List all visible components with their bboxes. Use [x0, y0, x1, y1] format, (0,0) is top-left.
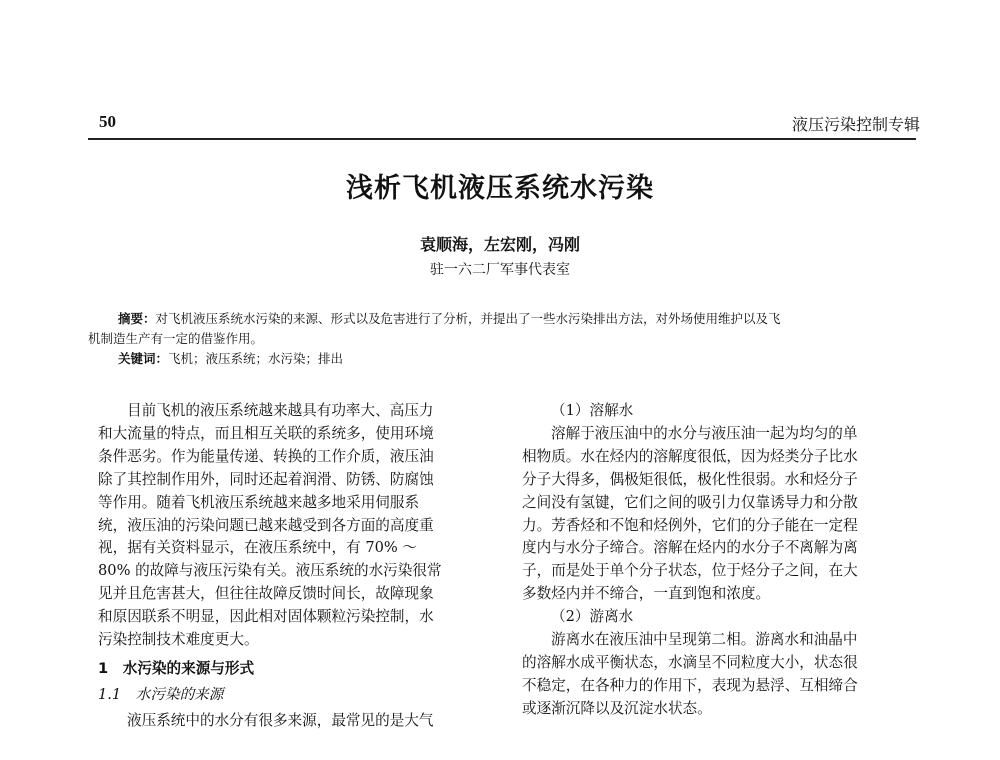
body-line: 游离水在液压油中呈现第二相。游离水和油晶中: [551, 631, 858, 649]
body-line: 见并且危害甚大，但往往故障反馈时间长，故障现象: [98, 585, 434, 603]
article-title: 浅析飞机液压系统水污染: [346, 173, 654, 204]
affiliation: 驻一六二厂军事代表室: [430, 262, 570, 278]
authors: 袁顺海，左宏刚，冯刚: [419, 235, 580, 254]
body-line: 统，液压油的污染问题已越来越受到各方面的高度重: [98, 516, 434, 534]
body-line: 不稳定，在各种力的作用下，表现为悬浮、互相缔合: [522, 676, 858, 694]
body-line: 污染控制技术难度更大。: [98, 631, 259, 649]
left-column: [98, 400, 480, 733]
body-line: 视，据有关资料显示，在液压系统中，有 70% ～: [98, 539, 417, 557]
subheading-dissolved-water: （1）溶解水: [551, 402, 634, 419]
header-rule: [88, 138, 916, 140]
body-line: 度内与水分子缔合。溶解在烃内的水分子不离解为离: [522, 539, 858, 557]
subsection-heading: 1.1 水污染的来源: [98, 685, 224, 703]
body-line: 相物质。水在烃内的溶解度很低，因为烃类分子比水: [522, 447, 858, 465]
keywords-line: [118, 349, 343, 367]
body-line: 分子大得多，偶极矩很低，极化性很弱。水和烃分子: [522, 470, 858, 488]
body-line: 溶解于液压油中的水分与液压油一起为均匀的单: [551, 424, 858, 442]
body-line: 目前飞机的液压系统越来越具有功率大、高压力: [127, 402, 434, 419]
keywords-text: 飞机；液压系统；水污染；排出: [168, 351, 344, 366]
subheading-free-water: （2）游离水: [551, 608, 634, 626]
journal-section: 液压污染控制专辑: [791, 115, 920, 134]
body-line: 力。芳香烃和不饱和烃例外，它们的分子能在一定程: [522, 516, 858, 534]
body-line: 多数烃内并不缔合，一直到饱和浓度。: [522, 585, 771, 603]
abstract-line: 机制造生产有一定的借鉴作用。: [88, 331, 264, 346]
page-number: 50: [99, 112, 116, 131]
body-line: 液压系统中的水分有很多来源，最常见的是大气: [127, 711, 434, 729]
section-heading: 1 水污染的来源与形式: [98, 659, 255, 677]
body-line: 80% 的故障与液压污染有关。液压系统的水污染很常: [98, 562, 442, 580]
abstract-text: 对飞机液压系统水污染的来源、形式以及危害进行了分析，并提出了一些水污染排出方法，对外场使用维护以及飞: [155, 311, 781, 326]
keywords-label: 关键词：: [118, 351, 169, 366]
body-line: 的溶解水成平衡状态，水滴呈不同粒度大小，状态很: [522, 653, 858, 671]
body-line: 和原因联系不明显，因此相对固体颗粒污染控制，水: [98, 608, 434, 626]
body-line: 条件恶劣。作为能量传递、转换的工作介质，液压油: [98, 447, 434, 465]
body-line: 除了其控制作用外，同时还起着润滑、防锈、防腐蚀: [98, 470, 434, 488]
body-line: 和大流量的特点，而且相互关联的系统多，使用环境: [98, 424, 434, 442]
body-line: 等作用。随着飞机液压系统越来越多地采用伺服系: [98, 493, 420, 511]
body-line: 或逐渐沉降以及沉淀水状态。: [522, 699, 712, 717]
abstract-label: 摘要：: [118, 311, 156, 326]
body-line: 之间没有氢键，它们之间的吸引力仅靠诱导力和分散: [522, 493, 858, 511]
right-column: [522, 400, 912, 721]
body-line: 子，而是处于单个分子状态，位于烃分子之间，在大: [522, 562, 858, 580]
abstract-line: [118, 309, 781, 327]
